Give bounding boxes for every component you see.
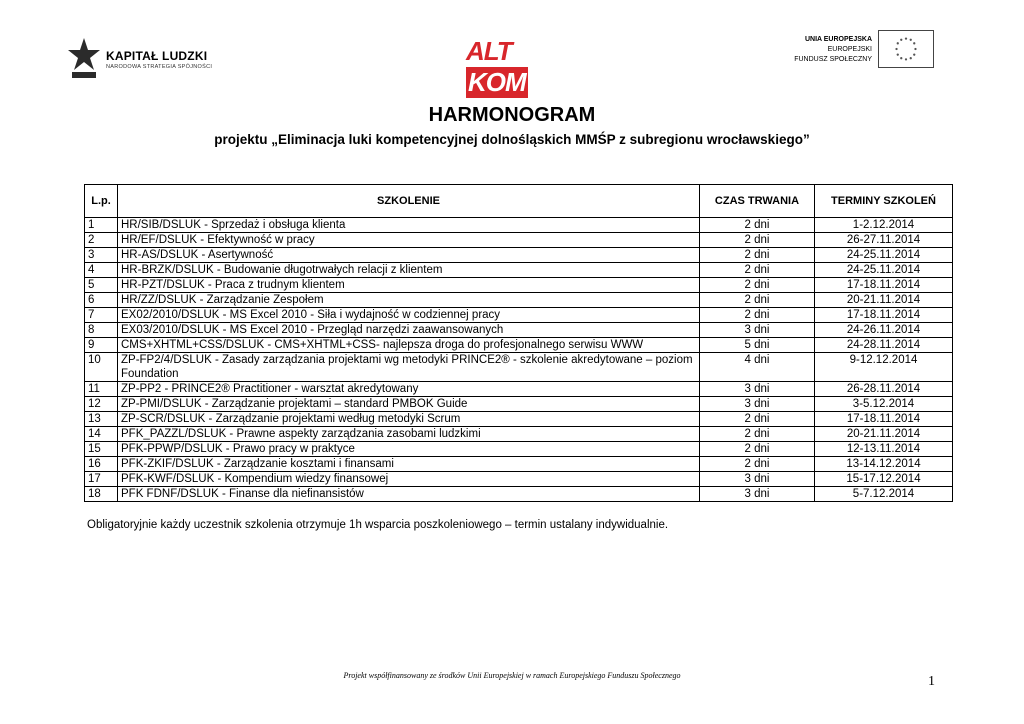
row-czas: 3 dni xyxy=(700,472,815,487)
table-row xyxy=(85,248,953,263)
row-termin: 24-26.11.2014 xyxy=(815,323,953,338)
row-termin: 17-18.11.2014 xyxy=(815,308,953,323)
row-szkolenie: HR/EF/DSLUK - Efektywność w pracy xyxy=(118,233,700,248)
row-szkolenie: PFK-ZKIF/DSLUK - Zarządzanie kosztami i finansami xyxy=(118,457,700,472)
row-szkolenie: HR/SIB/DSLUK - Sprzedaż i obsługa klienta xyxy=(118,218,700,233)
table-row xyxy=(85,218,953,233)
altkom-logo xyxy=(466,36,536,97)
header-lp: L.p. xyxy=(85,185,118,218)
table-row xyxy=(85,293,953,308)
table-row xyxy=(85,472,953,487)
row-termin: 9-12.12.2014 xyxy=(815,353,953,382)
row-czas: 3 dni xyxy=(700,397,815,412)
row-szkolenie: ZP-PMI/DSLUK - Zarządzanie projektami – standard PMBOK Guide xyxy=(118,397,700,412)
page-number: 1 xyxy=(928,674,935,689)
row-lp: 2 xyxy=(85,233,118,248)
row-szkolenie: HR-AS/DSLUK - Asertywność xyxy=(118,248,700,263)
row-lp: 6 xyxy=(85,293,118,308)
table-row xyxy=(85,308,953,323)
table-row xyxy=(85,263,953,278)
kapital-ludzki-logo xyxy=(66,36,216,84)
row-szkolenie: HR-PZT/DSLUK - Praca z trudnym klientem xyxy=(118,278,700,293)
row-lp: 16 xyxy=(85,457,118,472)
row-lp: 8 xyxy=(85,323,118,338)
row-termin: 3-5.12.2014 xyxy=(815,397,953,412)
row-czas: 2 dni xyxy=(700,278,815,293)
row-szkolenie: ZP-FP2/4/DSLUK - Zasady zarządzania projektami wg metodyki PRINCE2® - szkolenie akredytowane – poziom Foundation xyxy=(118,353,700,382)
table-header-row xyxy=(85,185,953,218)
header-szkolenie: SZKOLENIE xyxy=(118,185,700,218)
header-czas-trwania: CZAS TRWANIA xyxy=(700,185,815,218)
table-row xyxy=(85,412,953,427)
row-szkolenie: HR-BRZK/DSLUK - Budowanie długotrwałych relacji z klientem xyxy=(118,263,700,278)
schedule-table xyxy=(84,184,953,502)
row-lp: 12 xyxy=(85,397,118,412)
row-szkolenie: PFK_PAZZL/DSLUK - Prawne aspekty zarządzania zasobami ludzkimi xyxy=(118,427,700,442)
kapital-ludzki-star-icon xyxy=(66,36,102,80)
row-czas: 2 dni xyxy=(700,427,815,442)
row-lp: 14 xyxy=(85,427,118,442)
row-termin: 20-21.11.2014 xyxy=(815,427,953,442)
row-lp: 5 xyxy=(85,278,118,293)
row-szkolenie: EX03/2010/DSLUK - MS Excel 2010 - Przegląd narzędzi zaawansowanych xyxy=(118,323,700,338)
row-termin: 1-2.12.2014 xyxy=(815,218,953,233)
table-row xyxy=(85,278,953,293)
row-czas: 2 dni xyxy=(700,248,815,263)
row-lp: 4 xyxy=(85,263,118,278)
row-lp: 18 xyxy=(85,487,118,502)
row-lp: 13 xyxy=(85,412,118,427)
row-termin: 24-25.11.2014 xyxy=(815,263,953,278)
row-czas: 2 dni xyxy=(700,233,815,248)
row-lp: 3 xyxy=(85,248,118,263)
table-row xyxy=(85,233,953,248)
table-row xyxy=(85,382,953,397)
row-czas: 2 dni xyxy=(700,308,815,323)
row-termin: 20-21.11.2014 xyxy=(815,293,953,308)
row-szkolenie: PFK-PPWP/DSLUK - Prawo pracy w praktyce xyxy=(118,442,700,457)
row-szkolenie: CMS+XHTML+CSS/DSLUK - CMS+XHTML+CSS- najlepsza droga do profesjonalnego serwisu WWW xyxy=(118,338,700,353)
row-lp: 9 xyxy=(85,338,118,353)
eu-logo xyxy=(792,30,934,70)
document-title: HARMONOGRAM xyxy=(428,104,596,126)
row-termin: 5-7.12.2014 xyxy=(815,487,953,502)
table-row xyxy=(85,323,953,338)
row-czas: 2 dni xyxy=(700,442,815,457)
row-czas: 4 dni xyxy=(700,353,815,382)
support-note: Obligatoryjnie każdy uczestnik szkolenia otrzymuje 1h wsparcia poszkoleniowego – termin ustalany indywidualnie. xyxy=(87,519,669,531)
table-row xyxy=(85,338,953,353)
altkom-logo-part1: ALT xyxy=(466,36,512,66)
row-termin: 17-18.11.2014 xyxy=(815,278,953,293)
row-termin: 13-14.12.2014 xyxy=(815,457,953,472)
table-row xyxy=(85,442,953,457)
table-row xyxy=(85,353,953,382)
row-czas: 3 dni xyxy=(700,487,815,502)
table-row xyxy=(85,457,953,472)
row-lp: 15 xyxy=(85,442,118,457)
row-czas: 2 dni xyxy=(700,218,815,233)
kapital-ludzki-title: KAPITAŁ LUDZKI xyxy=(106,49,208,63)
row-lp: 1 xyxy=(85,218,118,233)
eu-logo-text xyxy=(794,35,872,65)
row-czas: 2 dni xyxy=(700,412,815,427)
row-termin: 26-28.11.2014 xyxy=(815,382,953,397)
row-szkolenie: PFK-KWF/DSLUK - Kompendium wiedzy finansowej xyxy=(118,472,700,487)
row-lp: 7 xyxy=(85,308,118,323)
row-szkolenie: ZP-SCR/DSLUK - Zarządzanie projektami według metodyki Scrum xyxy=(118,412,700,427)
row-czas: 3 dni xyxy=(700,382,815,397)
row-czas: 3 dni xyxy=(700,323,815,338)
row-termin: 17-18.11.2014 xyxy=(815,412,953,427)
row-czas: 2 dni xyxy=(700,263,815,278)
row-termin: 24-25.11.2014 xyxy=(815,248,953,263)
row-termin: 24-28.11.2014 xyxy=(815,338,953,353)
row-szkolenie: EX02/2010/DSLUK - MS Excel 2010 - Siła i wydajność w codziennej pracy xyxy=(118,308,700,323)
table-row xyxy=(85,397,953,412)
header-terminy: TERMINY SZKOLEŃ xyxy=(815,185,953,218)
row-szkolenie: ZP-PP2 - PRINCE2® Practitioner - warsztat akredytowany xyxy=(118,382,700,397)
table-row xyxy=(85,427,953,442)
row-lp: 10 xyxy=(85,353,118,382)
document-subtitle: projektu „Eliminacja luki kompetencyjnej dolnośląskich MMŚP z subregionu wrocławskiego” xyxy=(214,132,810,147)
footer-text: Projekt współfinansowany ze środków Unii Europejskiej w ramach Europejskiego Funduszu Społecznego xyxy=(343,671,681,680)
altkom-logo-part2: KOM xyxy=(468,67,526,97)
row-czas: 2 dni xyxy=(700,293,815,308)
eu-logo-line3: FUNDUSZ SPOŁECZNY xyxy=(794,56,872,63)
row-czas: 5 dni xyxy=(700,338,815,353)
row-lp: 17 xyxy=(85,472,118,487)
eu-logo-line2: EUROPEJSKI xyxy=(827,46,872,53)
row-termin: 12-13.11.2014 xyxy=(815,442,953,457)
eu-logo-line1: UNIA EUROPEJSKA xyxy=(804,36,872,43)
kapital-ludzki-subtitle: NARODOWA STRATEGIA SPÓJNOŚCI xyxy=(106,64,213,70)
row-lp: 11 xyxy=(85,382,118,397)
row-czas: 2 dni xyxy=(700,457,815,472)
row-szkolenie: PFK FDNF/DSLUK - Finanse dla niefinansistów xyxy=(118,487,700,502)
eu-flag-icon xyxy=(878,30,934,68)
table-row xyxy=(85,487,953,502)
row-termin: 15-17.12.2014 xyxy=(815,472,953,487)
row-termin: 26-27.11.2014 xyxy=(815,233,953,248)
row-szkolenie: HR/ZZ/DSLUK - Zarządzanie Zespołem xyxy=(118,293,700,308)
